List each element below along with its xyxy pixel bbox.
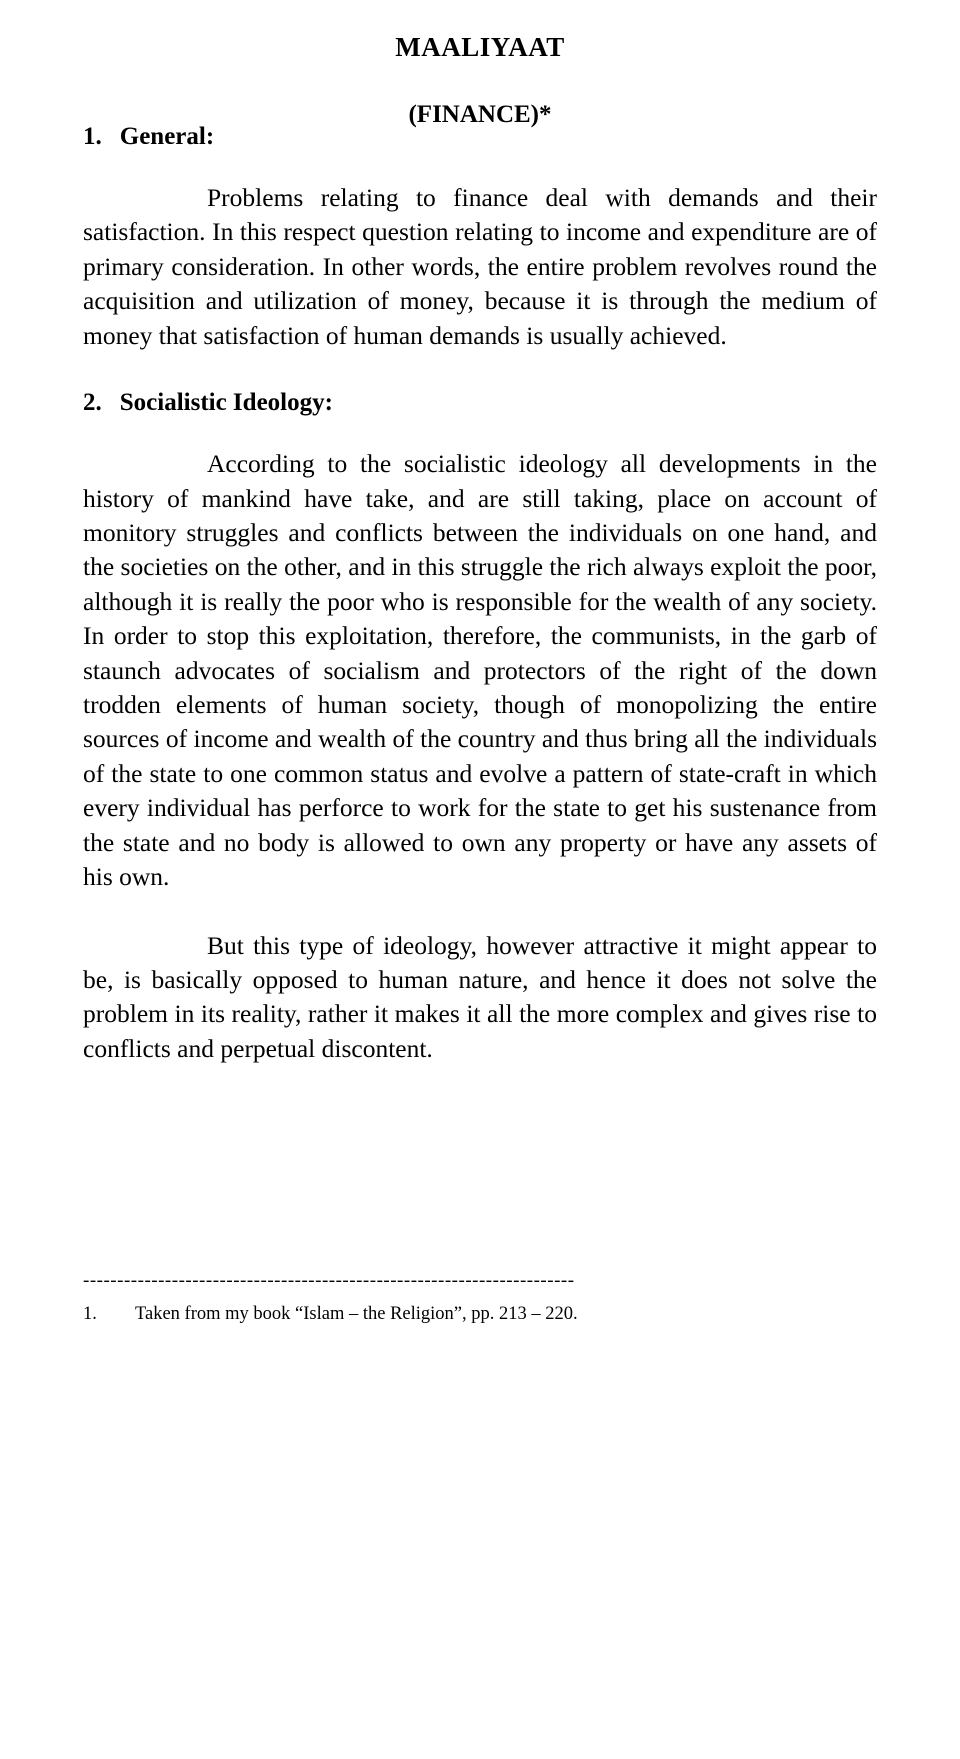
section-heading-socialistic-ideology	[83, 389, 877, 417]
footnote-area	[83, 1276, 877, 1325]
page-subtitle: (FINANCE)*	[408, 101, 552, 128]
footnote-number: 1.	[83, 1304, 97, 1324]
footnote-item	[83, 1304, 877, 1325]
footnote-text: Taken from my book “Islam – the Religion”, pp. 213 – 220.	[135, 1304, 578, 1324]
section-number: 2.	[83, 389, 102, 417]
page-title: MAALIYAAT	[395, 32, 565, 62]
paragraph: Problems relating to finance deal with demands and their satisfaction. In this respect question relating to income and expenditure are of primary consideration. In other words, the entire problem revolves round the acquisition and utilization of money, because it is through the medium of money that satisfaction of human demands is usually achieved.	[83, 183, 877, 350]
footnote-divider: ------------------------------------------------------------------------	[83, 1276, 575, 1290]
paragraph: According to the socialistic ideology all developments in the history of mankind have take, and are still taking, place on account of monitory struggles and conflicts between the individuals on one hand, and the societies on the other, and in this struggle the rich always exploit the poor, although it is really the poor who is responsible for the wealth of any society. In order to stop this exploitation, therefore, the communists, in the garb of staunch advocates of socialism and protectors of the right of the down trodden elements of human society, though of monopolizing the entire sources of income and wealth of the country and thus bring all the individuals of the state to one common status and evolve a pattern of state-craft in which every individual has perforce to work for the state to get his sustenance from the state and no body is allowed to own any property or have any assets of his own.	[83, 449, 877, 892]
paragraph: But this type of ideology, however attractive it might appear to be, is basically opposed to human nature, and hence it does not solve the problem in its reality, rather it makes it all the more complex and gives rise to conflicts and perpetual discontent.	[83, 930, 877, 1063]
section-number: 1.	[83, 123, 102, 150]
section-title: General:	[119, 123, 215, 150]
section-title: Socialistic Ideology:	[119, 389, 333, 417]
